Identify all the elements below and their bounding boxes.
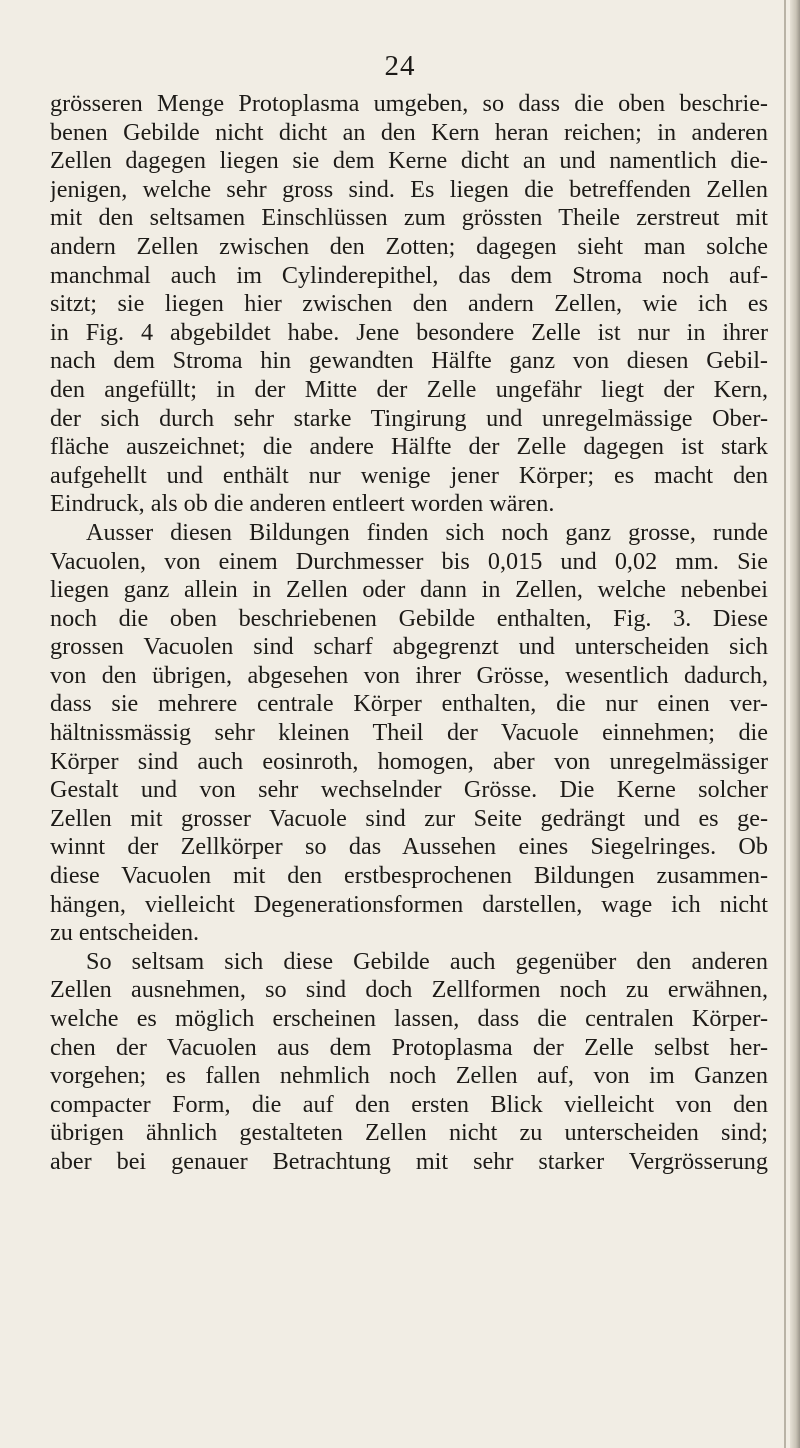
text-line: So seltsam sich diese Gebilde auch gegenüber den anderen bbox=[86, 947, 768, 975]
text-line: der sich durch sehr starke Tingirung und unregelmässige Ober- bbox=[50, 404, 768, 432]
text-line: sitzt; sie liegen hier zwischen den andern Zellen, wie ich es bbox=[50, 290, 768, 318]
page-gutter-edge bbox=[790, 0, 800, 1448]
text-line: mit den seltsamen Einschlüssen zum grössten Theile zerstreut mit bbox=[50, 204, 768, 232]
text-line: andern Zellen zwischen den Zotten; dagegen sieht man solche bbox=[50, 232, 768, 260]
text-line: dass sie mehrere centrale Körper enthalten, die nur einen ver- bbox=[50, 690, 768, 718]
text-line: aber bei genauer Betrachtung mit sehr starker Vergrösserung bbox=[50, 1147, 768, 1175]
text-line: grösseren Menge Protoplasma umgeben, so dass die oben beschrie- bbox=[50, 90, 768, 117]
text-line: aufgehellt und enthält nur wenige jener Körper; es macht den bbox=[50, 461, 768, 489]
text-line: welche es möglich erscheinen lassen, dass die centralen Körper- bbox=[50, 1005, 768, 1032]
text-line: grossen Vacuolen sind scharf abgegrenzt und unterscheiden sich bbox=[50, 633, 768, 661]
text-line: chen der Vacuolen aus dem Protoplasma der Zelle selbst her- bbox=[50, 1033, 768, 1061]
text-line: den angefüllt; in der Mitte der Zelle ungefähr liegt der Kern, bbox=[50, 375, 768, 403]
text-line: diese Vacuolen mit den erstbesprochenen Bildungen zusammen- bbox=[50, 862, 768, 890]
page-number: 24 bbox=[384, 50, 416, 82]
text-line: hältnissmässig sehr kleinen Theil der Vacuole einnehmen; die bbox=[50, 719, 768, 747]
text-line: Vacuolen, von einem Durchmesser bis 0,015 und 0,02 mm. Sie bbox=[50, 547, 768, 575]
text-line: noch die oben beschriebenen Gebilde enthalten, Fig. 3. Diese bbox=[50, 604, 768, 632]
text-line: in Fig. 4 abgebildet habe. Jene besondere Zelle ist nur in ihrer bbox=[50, 318, 768, 346]
text-line: compacter Form, die auf den ersten Blick vielleicht von den bbox=[50, 1090, 768, 1118]
text-line: manchmal auch im Cylinderepithel, das dem Stroma noch auf- bbox=[50, 261, 768, 289]
text-line: benen Gebilde nicht dicht an den Kern heran reichen; in anderen bbox=[50, 118, 768, 146]
text-line: jenigen, welche sehr gross sind. Es liegen die betreffenden Zellen bbox=[50, 175, 768, 203]
text-line: fläche auszeichnet; die andere Hälfte der Zelle dagegen ist stark bbox=[50, 433, 768, 461]
text-line: liegen ganz allein in Zellen oder dann in Zellen, welche nebenbei bbox=[50, 576, 768, 604]
text-line: Gestalt und von sehr wechselnder Grösse. Die Kerne solcher bbox=[50, 776, 768, 804]
gutter-line bbox=[784, 0, 786, 1448]
text-line: Zellen dagegen liegen sie dem Kerne dicht an und namentlich die- bbox=[50, 147, 768, 175]
text-line: nach dem Stroma hin gewandten Hälfte ganz von diesen Gebil- bbox=[50, 347, 768, 375]
text-line: Körper sind auch eosinroth, homogen, aber von unregelmässiger bbox=[50, 747, 768, 775]
text-line: Zellen mit grosser Vacuole sind zur Seite gedrängt und es ge- bbox=[50, 804, 768, 832]
text-line: winnt der Zellkörper so das Aussehen eines Siegelringes. Ob bbox=[50, 833, 768, 861]
text-line: Zellen ausnehmen, so sind doch Zellformen noch zu erwähnen, bbox=[50, 976, 768, 1004]
text-line: zu entscheiden. bbox=[50, 919, 200, 947]
text-line: vorgehen; es fallen nehmlich noch Zellen auf, von im Ganzen bbox=[50, 1062, 768, 1090]
text-line: hängen, vielleicht Degenerationsformen darstellen, wage ich nicht bbox=[50, 890, 768, 918]
text-line: von den übrigen, abgesehen von ihrer Grösse, wesentlich dadurch, bbox=[50, 661, 768, 689]
text-line: Eindruck, als ob die anderen entleert worden wären. bbox=[50, 490, 555, 518]
text-line: Ausser diesen Bildungen finden sich noch ganz grosse, runde bbox=[86, 518, 768, 546]
body-text bbox=[50, 90, 768, 1177]
text-line: übrigen ähnlich gestalteten Zellen nicht zu unterscheiden sind; bbox=[50, 1119, 768, 1147]
